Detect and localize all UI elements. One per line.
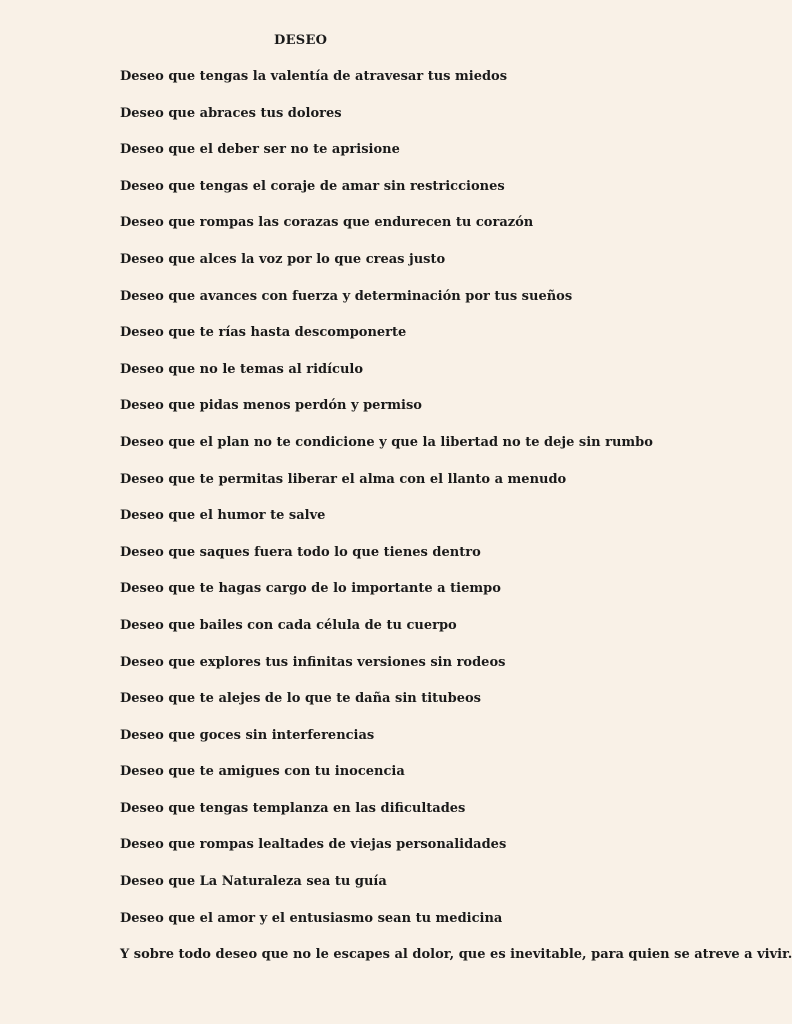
poem-line: Deseo que avances con fuerza y determinación por tus sueños	[120, 288, 573, 304]
poem-line: Deseo que te rías hasta descomponerte	[120, 325, 407, 341]
poem-line: Deseo que te hagas cargo de lo importante a tiempo	[120, 581, 501, 597]
poem-line: Deseo que alces la voz por lo que creas justo	[120, 251, 446, 267]
poem-closing-line: Y sobre todo deseo que no le escapes al dolor, que es inevitable, para quien se atreve a vivir.	[120, 947, 792, 963]
poem-line: Deseo que el deber ser no te aprisione	[120, 142, 400, 158]
poem-line: Deseo que tengas la valentía de atravesar tus miedos	[120, 69, 508, 84]
poem-line: Deseo que el amor y el entusiasmo sean tu medicina	[120, 910, 503, 926]
poem-line: Deseo que te permitas liberar el alma con el llanto a menudo	[120, 471, 567, 487]
poem-line: Deseo que rompas las corazas que endurecen tu corazón	[120, 215, 534, 231]
poem-line: Deseo que el plan no te condicione y que la libertad no te deje sin rumbo	[120, 434, 653, 450]
poem-line: Deseo que tengas el coraje de amar sin restricciones	[120, 178, 505, 194]
poem-lines	[120, 68, 792, 983]
poem-line: Deseo que el humor te salve	[120, 508, 326, 524]
poem-line: Deseo que explores tus infinitas versiones sin rodeos	[120, 654, 506, 670]
poem-line: Deseo que te alejes de lo que te daña sin titubeos	[120, 691, 481, 707]
poem-line: Deseo que rompas lealtades de viejas personalidades	[120, 837, 507, 853]
poem-line: Deseo que no le temas al ridículo	[120, 361, 364, 377]
poem-line: Deseo que La Naturaleza sea tu guía	[120, 874, 387, 890]
poem-line: Deseo que pidas menos perdón y permiso	[120, 398, 422, 414]
poem-line: Deseo que bailes con cada célula de tu cuerpo	[120, 617, 457, 633]
poem-line: Deseo que goces sin interferencias	[120, 727, 375, 743]
poem-line: Deseo que saques fuera todo lo que tienes dentro	[120, 544, 481, 560]
poem-line: Deseo que tengas templanza en las dificultades	[120, 800, 466, 816]
poem-title: DESEO	[274, 33, 328, 48]
poem-line: Deseo que abraces tus dolores	[120, 105, 342, 121]
poem-line: Deseo que te amigues con tu inocencia	[120, 764, 405, 780]
